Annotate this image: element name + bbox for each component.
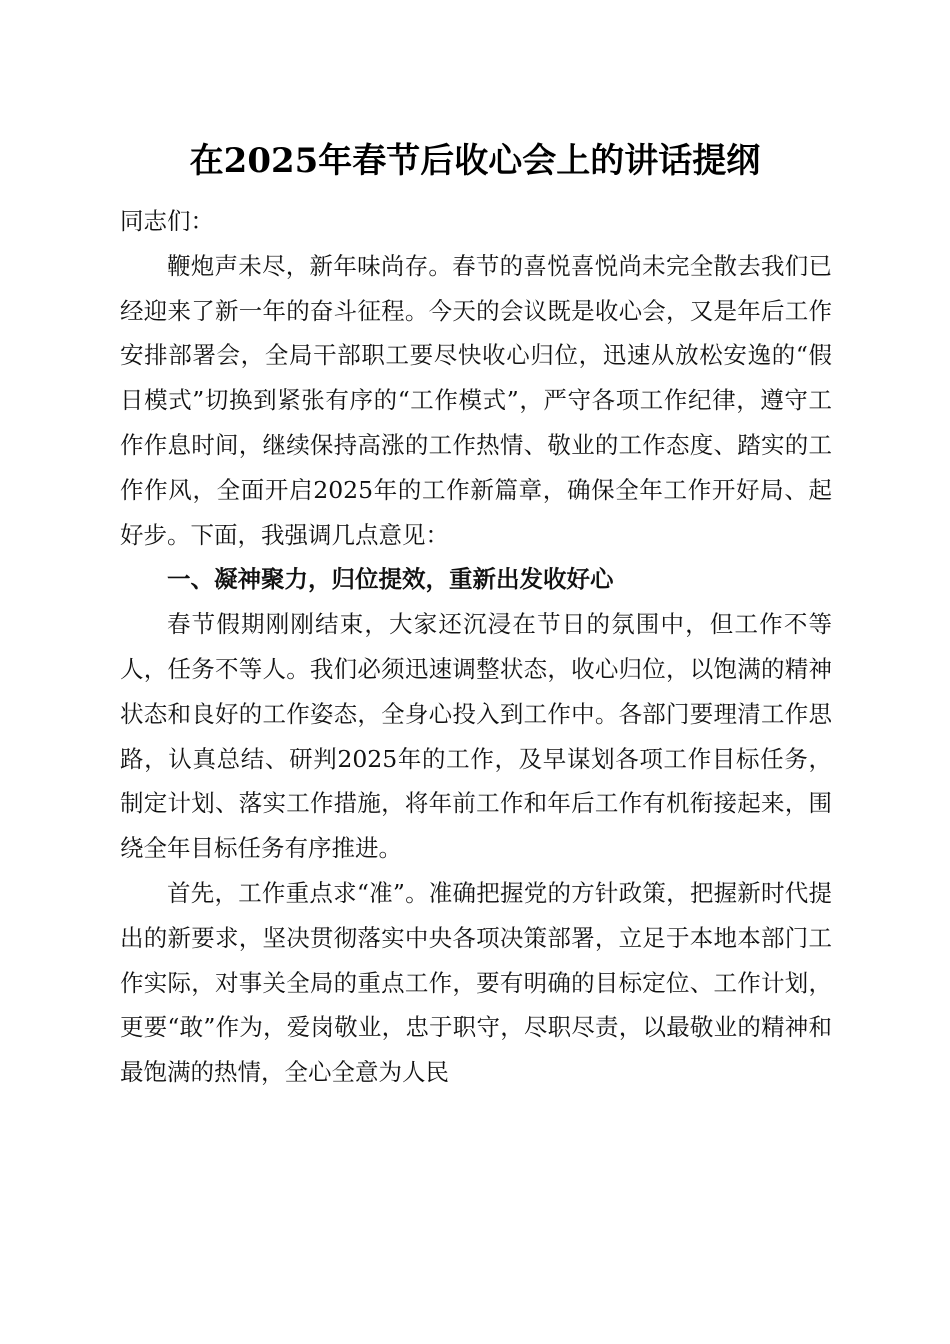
section-heading-1: 一、凝神聚力，归位提效，重新出发收好心	[167, 565, 614, 594]
document-title: 在2025年春节后收心会上的讲话提纲	[189, 141, 761, 181]
paragraph-intro: 鞭炮声未尽，新年味尚存。春节的喜悦喜悦尚未完全散去我们已经迎来了新一年的奋斗征程。今天的会议既是收心会，又是年后工作安排部署会，全局干部职工要尽快收心归位，迅速从放松安逸的“假日模式”切换到紧张有序的“工作模式”，严守各项工作纪律，遵守工作作息时间，继续保持高涨的工作热情、敬业的工作态度、踏实的工作作风，全面开启2025年的工作新篇章，确保全年工作开好局、起好步。下面，我强调几点意见：	[120, 251, 832, 549]
paragraph-section-1: 春节假期刚刚结束，大家还沉浸在节日的氛围中，但工作不等人，任务不等人。我们必须迅速调整状态，收心归位，以饱满的精神状态和良好的工作姿态，全身心投入到工作中。各部门要理清工作思路，认真总结、研判2025年的工作，及早谋划各项工作目标任务，制定计划、落实工作措施，将年前工作和年后工作有机衔接起来，围绕全年目标任务有序推进。	[120, 610, 832, 863]
paragraph-first-point: 首先，工作重点求“准”。准确把握党的方针政策，把握新时代提出的新要求，坚决贯彻落实中央各项决策部署，立足于本地本部门工作实际，对事关全局的重点工作，要有明确的目标定位、工作计划，更要“敢”作为，爱岗敬业，忠于职守，尽职尽责，以最敬业的精神和最饱满的热情，全心全意为人民	[120, 878, 832, 1087]
salutation: 同志们：	[120, 207, 214, 235]
document-body	[120, 199, 832, 1095]
